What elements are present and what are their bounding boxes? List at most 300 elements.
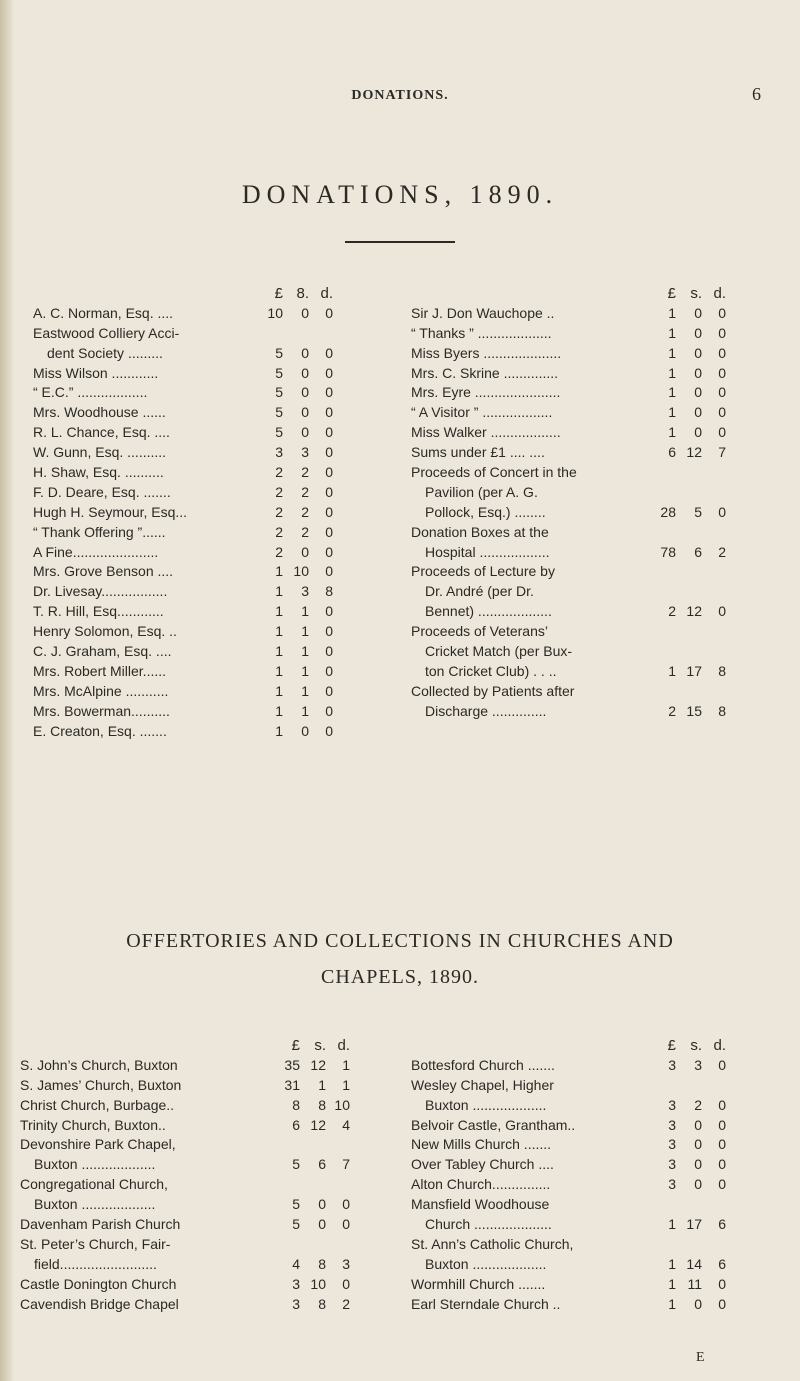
entry-pence	[702, 682, 726, 702]
entry-pounds: 1	[275, 563, 283, 580]
entry-row	[20, 1275, 350, 1295]
entry-name: Christ Church, Burbage..	[20, 1096, 175, 1113]
entry-shillings: 5	[694, 503, 702, 520]
entry-name: dent Society .........	[47, 344, 163, 361]
entry-pounds: 1	[668, 324, 676, 341]
entry-name: Congregational Church,	[20, 1176, 168, 1193]
entry-name: Sums under £1 .... ....	[411, 444, 545, 461]
entry-pounds: 3	[668, 1056, 676, 1073]
entry-pounds	[642, 1195, 676, 1215]
entry-row	[411, 1235, 726, 1255]
entry-row	[33, 403, 333, 423]
entry-shillings	[676, 1235, 702, 1255]
entry-shillings: 1	[318, 1076, 326, 1093]
entry-shillings	[676, 582, 702, 602]
entry-shillings: 0	[694, 344, 702, 361]
entry-shillings: 8	[318, 1295, 326, 1312]
entry-shillings: 6	[694, 543, 702, 560]
churches-left-column	[20, 1036, 350, 1314]
entry-shillings: 8	[318, 1096, 326, 1113]
entry-pounds: 5	[275, 424, 283, 441]
entry-shillings: 1	[301, 682, 309, 699]
entry-name: Bottesford Church .......	[411, 1056, 555, 1073]
entry-pence: 6	[718, 1216, 726, 1233]
entry-pence	[702, 562, 726, 582]
entry-shillings: 0	[694, 364, 702, 381]
entry-pence: 0	[325, 344, 333, 361]
entry-row	[411, 1056, 726, 1076]
entry-shillings: 0	[694, 1156, 702, 1173]
entry-pence	[702, 1195, 726, 1215]
entry-name: Buxton ...................	[34, 1196, 156, 1213]
entry-pence: 0	[325, 503, 333, 520]
entry-shillings	[300, 1175, 326, 1195]
entry-shillings: 2	[694, 1096, 702, 1113]
entry-row	[411, 1135, 726, 1155]
entry-row	[20, 1175, 350, 1195]
entry-pence: 0	[325, 643, 333, 660]
entry-name: Henry Solomon, Esq. ..	[33, 623, 177, 640]
entry-shillings: 0	[694, 1176, 702, 1193]
entry-row	[33, 682, 333, 702]
entry-shillings: 0	[694, 1136, 702, 1153]
currency-header	[411, 284, 726, 304]
entry-pounds	[642, 523, 676, 543]
entry-name: Over Tabley Church ....	[411, 1156, 554, 1173]
entry-row	[411, 682, 726, 702]
entry-name: St. Peter’s Church, Fair-	[20, 1235, 171, 1252]
entry-pounds: 2	[275, 503, 283, 520]
entry-name: S. James’ Church, Buxton	[20, 1076, 182, 1093]
entry-shillings: 0	[301, 304, 309, 321]
donations-left-column	[33, 284, 333, 741]
entry-pence: 0	[325, 702, 333, 719]
shillings-header: s.	[314, 1037, 326, 1054]
entry-pence: 0	[325, 364, 333, 381]
entry-pounds: 1	[275, 682, 283, 699]
entry-shillings: 15	[686, 702, 702, 719]
entry-row	[411, 1255, 726, 1275]
entry-pounds	[642, 1076, 676, 1096]
shillings-header: s.	[690, 1037, 702, 1054]
entry-pence: 0	[718, 424, 726, 441]
entry-pounds: 1	[668, 1216, 676, 1233]
entry-pence: 0	[718, 603, 726, 620]
entry-row	[33, 324, 333, 344]
offertories-title-line1: OFFERTORIES AND COLLECTIONS IN CHURCHES AND	[126, 930, 674, 952]
entry-shillings: 10	[310, 1275, 326, 1292]
entry-name: Pavilion (per A. G.	[425, 483, 538, 500]
entry-row	[33, 543, 333, 563]
entry-pounds: 10	[267, 304, 283, 321]
entry-pounds: 2	[668, 603, 676, 620]
entry-row	[33, 443, 333, 463]
entry-name: Wesley Chapel, Higher	[411, 1076, 554, 1093]
entry-shillings: 0	[694, 424, 702, 441]
entry-pounds: 1	[668, 364, 676, 381]
entry-pounds: 1	[668, 404, 676, 421]
entry-name: Buxton ...................	[34, 1156, 156, 1173]
entry-pence	[326, 1135, 350, 1155]
page-number: 6	[752, 84, 761, 104]
entry-shillings: 2	[301, 523, 309, 540]
entry-name: Donation Boxes at the	[411, 523, 549, 540]
entry-pounds	[266, 1235, 300, 1255]
entry-row	[20, 1295, 350, 1315]
entry-name: St. Ann’s Catholic Church,	[411, 1235, 574, 1252]
shillings-header: s.	[690, 285, 702, 302]
entry-pounds: 1	[668, 1275, 676, 1292]
entry-shillings: 12	[310, 1056, 326, 1073]
entry-pence: 0	[718, 1295, 726, 1312]
entry-pounds	[642, 622, 676, 642]
entry-pence	[702, 1235, 726, 1255]
entry-pounds: 5	[292, 1196, 300, 1213]
entry-pence: 0	[718, 503, 726, 520]
entry-name: R. L. Chance, Esq. ....	[33, 424, 170, 441]
entry-name: Buxton ...................	[425, 1255, 547, 1272]
entry-row	[20, 1235, 350, 1255]
signature-mark: E	[696, 1350, 705, 1365]
entry-pounds: 3	[668, 1116, 676, 1133]
entry-row	[411, 1096, 726, 1116]
entry-shillings: 2	[301, 503, 309, 520]
entry-name: “ A Visitor ” ..................	[411, 404, 553, 421]
entry-pence: 0	[718, 1176, 726, 1193]
entry-name: Alton Church...............	[411, 1176, 551, 1193]
entry-name: Miss Wilson ............	[33, 364, 159, 381]
entry-pence: 0	[325, 304, 333, 321]
entry-pounds: 1	[275, 662, 283, 679]
entry-row	[33, 523, 333, 543]
entry-shillings: 0	[694, 304, 702, 321]
entry-name: Miss Byers ....................	[411, 344, 562, 361]
entry-row	[411, 1076, 726, 1096]
entry-row	[33, 344, 333, 364]
entry-row	[33, 602, 333, 622]
entry-row	[411, 304, 726, 324]
entry-pounds: 3	[292, 1275, 300, 1292]
entry-pounds	[642, 642, 676, 662]
entry-name: Miss Walker ..................	[411, 424, 561, 441]
entry-row	[411, 364, 726, 384]
entry-row	[411, 1195, 726, 1215]
entry-name: Bennet) ...................	[425, 603, 552, 620]
entry-name: Davenham Parish Church	[20, 1216, 181, 1233]
entry-pence: 0	[718, 1116, 726, 1133]
entry-row	[33, 463, 333, 483]
entry-shillings: 1	[301, 603, 309, 620]
entry-name: “ E.C.” ..................	[33, 384, 148, 401]
currency-header	[411, 1036, 726, 1056]
entry-pence: 0	[325, 384, 333, 401]
entry-row	[33, 642, 333, 662]
entry-shillings: 12	[686, 444, 702, 461]
entry-pounds	[642, 483, 676, 503]
entry-pence	[702, 483, 726, 503]
entry-shillings: 0	[318, 1196, 326, 1213]
entry-pounds: 78	[660, 543, 676, 560]
entry-shillings: 3	[301, 583, 309, 600]
entry-shillings: 2	[301, 483, 309, 500]
entry-row	[411, 483, 726, 503]
entry-row	[411, 642, 726, 662]
entry-pence: 0	[718, 1136, 726, 1153]
entry-row	[411, 1295, 726, 1315]
entry-pounds: 3	[668, 1136, 676, 1153]
entry-name: Earl Sterndale Church ..	[411, 1295, 561, 1312]
entry-pounds: 5	[292, 1216, 300, 1233]
entry-shillings: 0	[694, 384, 702, 401]
entry-name: W. Gunn, Esq. ..........	[33, 444, 167, 461]
entry-pence: 0	[718, 384, 726, 401]
entry-shillings	[676, 483, 702, 503]
entry-shillings	[300, 1135, 326, 1155]
entry-row	[33, 702, 333, 722]
entry-pence	[326, 1175, 350, 1195]
currency-header	[20, 1036, 350, 1056]
entry-shillings: 2	[301, 464, 309, 481]
entry-shillings: 1	[301, 643, 309, 660]
entry-name: Wormhill Church .......	[411, 1275, 546, 1292]
entry-shillings	[676, 1076, 702, 1096]
shillings-header: 8.	[296, 285, 309, 302]
entry-pence: 0	[325, 603, 333, 620]
entry-pounds: 6	[668, 444, 676, 461]
entry-pence: 7	[718, 444, 726, 461]
entry-pounds	[249, 324, 283, 344]
entry-name: ton Cricket Club) . . ..	[425, 662, 557, 679]
entry-shillings: 1	[301, 662, 309, 679]
entry-pence: 0	[342, 1196, 350, 1213]
entry-pounds: 3	[668, 1096, 676, 1113]
entry-row	[20, 1096, 350, 1116]
entry-pence	[326, 1235, 350, 1255]
entry-row	[411, 403, 726, 423]
entry-shillings: 14	[686, 1255, 702, 1272]
entry-name: “ Thanks ” ...................	[411, 324, 552, 341]
entry-shillings	[676, 562, 702, 582]
entry-shillings	[676, 523, 702, 543]
entry-name: Dr. André (per Dr.	[425, 583, 534, 600]
entry-pence	[702, 642, 726, 662]
entry-pence: 0	[325, 722, 333, 739]
running-head: DONATIONS.	[351, 88, 449, 103]
entry-pounds: 1	[668, 384, 676, 401]
pence-header: d.	[320, 285, 333, 302]
entry-row	[20, 1215, 350, 1235]
entry-name: Eastwood Colliery Acci-	[33, 324, 180, 341]
entry-pence: 0	[325, 623, 333, 640]
entry-shillings: 10	[293, 563, 309, 580]
entry-shillings	[300, 1235, 326, 1255]
entry-pounds: 1	[275, 722, 283, 739]
churches-right-column	[411, 1036, 726, 1314]
entry-pounds: 8	[292, 1096, 300, 1113]
entry-pounds	[642, 562, 676, 582]
entry-row	[411, 543, 726, 563]
entry-pounds	[642, 463, 676, 483]
entry-shillings: 12	[686, 603, 702, 620]
entry-pence: 8	[718, 662, 726, 679]
entry-pounds	[642, 1235, 676, 1255]
entry-row	[20, 1135, 350, 1155]
entry-pounds: 5	[275, 344, 283, 361]
donations-right-column	[411, 284, 726, 722]
entry-name: Devonshire Park Chapel,	[20, 1136, 176, 1153]
entry-row	[411, 423, 726, 443]
entry-pence: 0	[718, 344, 726, 361]
entry-name: Mrs. Woodhouse ......	[33, 404, 166, 421]
entry-row	[33, 622, 333, 642]
entry-pence	[702, 582, 726, 602]
entry-name: Cricket Match (per Bux-	[425, 643, 573, 660]
entry-pounds: 1	[275, 643, 283, 660]
entry-row	[20, 1056, 350, 1076]
entry-pounds	[266, 1135, 300, 1155]
entry-pence: 7	[342, 1156, 350, 1173]
entry-pence: 0	[718, 1056, 726, 1073]
entry-pence: 0	[718, 1275, 726, 1292]
entry-pence: 0	[718, 304, 726, 321]
currency-header	[33, 284, 333, 304]
entry-row	[411, 1175, 726, 1195]
pounds-header: £	[291, 1037, 300, 1054]
entry-shillings: 1	[301, 702, 309, 719]
entry-pence	[702, 523, 726, 543]
entry-shillings	[676, 463, 702, 483]
entry-name: T. R. Hill, Esq............	[33, 603, 164, 620]
entry-pounds: 1	[275, 623, 283, 640]
entry-name: Cavendish Bridge Chapel	[20, 1295, 179, 1312]
entry-shillings	[283, 324, 309, 344]
entry-row	[33, 383, 333, 403]
entry-pence: 1	[342, 1056, 350, 1073]
entry-pence: 10	[334, 1096, 350, 1113]
entry-name: Proceeds of Concert in the	[411, 464, 577, 481]
entry-pounds	[266, 1175, 300, 1195]
entry-pounds: 3	[668, 1156, 676, 1173]
pounds-header: £	[274, 285, 283, 302]
entry-pence	[702, 622, 726, 642]
title-rule	[345, 241, 455, 243]
entry-pounds	[642, 682, 676, 702]
entry-pounds: 5	[275, 364, 283, 381]
entry-shillings: 0	[694, 1116, 702, 1133]
entry-pence: 0	[325, 404, 333, 421]
entry-row	[411, 702, 726, 722]
entry-shillings: 0	[694, 324, 702, 341]
entry-pounds: 2	[668, 702, 676, 719]
entry-shillings: 3	[694, 1056, 702, 1073]
entry-row	[33, 364, 333, 384]
entry-row	[411, 662, 726, 682]
entry-row	[20, 1116, 350, 1136]
entry-pence: 6	[718, 1255, 726, 1272]
entry-pence: 8	[325, 583, 333, 600]
entry-pounds: 3	[668, 1176, 676, 1193]
entry-pence	[702, 463, 726, 483]
entry-shillings	[676, 1195, 702, 1215]
entry-row	[33, 662, 333, 682]
entry-pence: 8	[718, 702, 726, 719]
entry-shillings: 17	[686, 662, 702, 679]
entry-name: H. Shaw, Esq. ..........	[33, 464, 164, 481]
entry-pounds: 1	[275, 603, 283, 620]
entry-pounds: 1	[668, 304, 676, 321]
offertories-title-line2: CHAPELS, 1890.	[321, 966, 479, 988]
entry-pounds: 4	[292, 1255, 300, 1272]
entry-row	[33, 503, 333, 523]
entry-pounds: 1	[275, 583, 283, 600]
entry-pounds: 2	[275, 464, 283, 481]
entry-name: New Mills Church .......	[411, 1136, 552, 1153]
entry-row	[33, 483, 333, 503]
entry-name: field.........................	[34, 1255, 157, 1272]
entry-shillings: 12	[310, 1116, 326, 1133]
entry-pence: 0	[342, 1216, 350, 1233]
entry-row	[20, 1076, 350, 1096]
entry-name: Hospital ..................	[425, 543, 550, 560]
entry-name: Discharge ..............	[425, 702, 547, 719]
pence-header: d.	[713, 1037, 726, 1054]
entry-name: Mrs. C. Skrine ..............	[411, 364, 559, 381]
entry-pence: 0	[718, 404, 726, 421]
entry-pounds: 2	[275, 543, 283, 560]
entry-name: A Fine......................	[33, 543, 159, 560]
entry-row	[20, 1155, 350, 1175]
entry-shillings: 3	[301, 444, 309, 461]
entry-pence: 0	[325, 483, 333, 500]
pence-header: d.	[713, 285, 726, 302]
entry-row	[411, 443, 726, 463]
entry-shillings	[676, 682, 702, 702]
entry-pence: 0	[325, 563, 333, 580]
entry-shillings: 8	[318, 1255, 326, 1272]
entry-pounds: 2	[275, 483, 283, 500]
entry-pence: 0	[325, 662, 333, 679]
entry-pounds: 35	[284, 1056, 300, 1073]
entry-pounds: 1	[668, 1295, 676, 1312]
entry-name: Church ....................	[425, 1216, 552, 1233]
entry-pounds: 5	[275, 404, 283, 421]
entry-name: S. John’s Church, Buxton	[20, 1056, 178, 1073]
entry-pence: 3	[342, 1255, 350, 1272]
entry-name: Mrs. Bowerman..........	[33, 702, 170, 719]
entry-row	[411, 1116, 726, 1136]
entry-shillings: 1	[301, 623, 309, 640]
pence-header: d.	[337, 1037, 350, 1054]
page-title: DONATIONS, 1890.	[241, 180, 559, 209]
entry-row	[411, 622, 726, 642]
entry-name: Proceeds of Lecture by	[411, 563, 555, 580]
entry-row	[411, 324, 726, 344]
entry-pence: 0	[325, 424, 333, 441]
entry-pence: 0	[718, 1156, 726, 1173]
entry-pence: 0	[342, 1275, 350, 1292]
entry-shillings: 0	[694, 1295, 702, 1312]
entry-pounds: 1	[668, 662, 676, 679]
entry-pence: 0	[325, 444, 333, 461]
entry-pounds	[642, 582, 676, 602]
entry-shillings: 0	[301, 424, 309, 441]
entry-row	[33, 582, 333, 602]
entry-row	[411, 344, 726, 364]
entry-name: Mrs. Eyre ......................	[411, 384, 561, 401]
entry-pence: 2	[718, 543, 726, 560]
entry-pounds: 31	[284, 1076, 300, 1093]
entry-row	[20, 1195, 350, 1215]
